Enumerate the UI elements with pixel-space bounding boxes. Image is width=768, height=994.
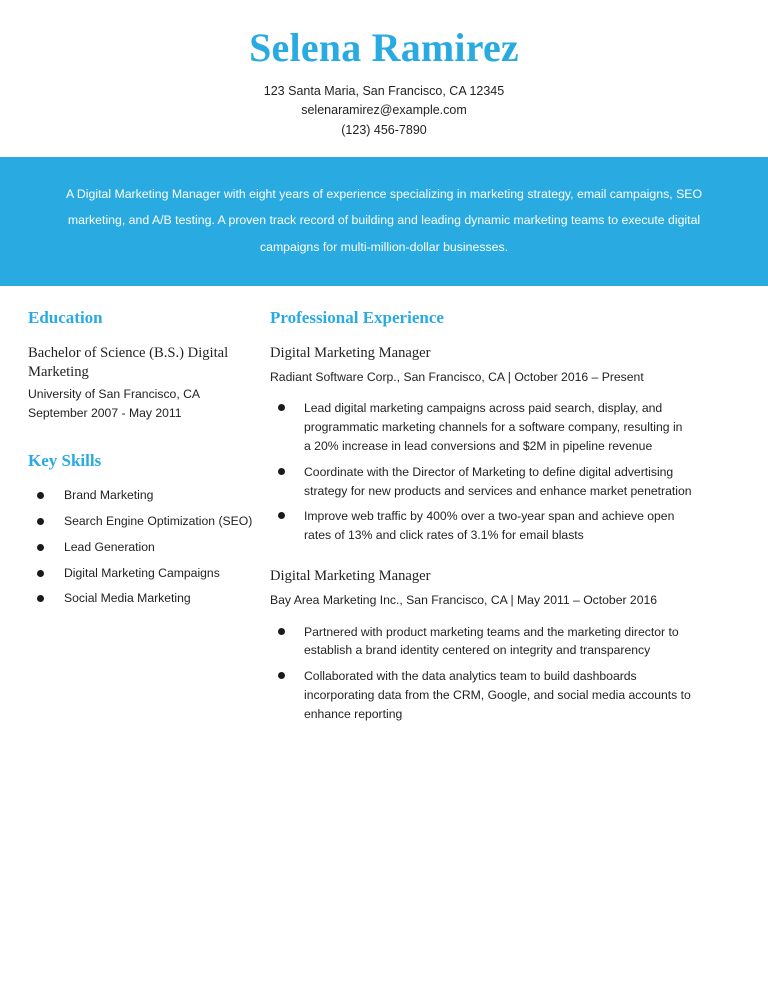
list-item: Improve web traffic by 400% over a two-year span and achieve open rates of 13% and click rates of 3.1% for email blasts bbox=[270, 507, 692, 545]
job-responsibilities-list bbox=[270, 399, 692, 545]
education-heading: Education bbox=[28, 308, 103, 328]
key-skills-heading: Key Skills bbox=[28, 451, 102, 471]
list-item: Collaborated with the data analytics team to build dashboards incorporating data from the CRM, Google, and social media accounts to enhance reporting bbox=[270, 667, 692, 724]
candidate-name: Selena Ramirez bbox=[249, 25, 519, 70]
professional-summary-text: A Digital Marketing Manager with eight years of experience specializing in marketing strategy, email campaigns, SEO marketing, and A/B testing. A proven track record of building and leading dynamic marketing teams to execute digital campaigns for multi-million-dollar businesses. bbox=[65, 186, 703, 254]
list-item: Lead digital marketing campaigns across paid search, display, and programmatic marketing channels for a software company, resulting in a 20% increase in lead conversions and $2M in pipeline revenue bbox=[270, 399, 692, 456]
contact-email[interactable]: selenaramirez@example.com bbox=[301, 103, 467, 118]
list-item: Lead Generation bbox=[28, 538, 261, 558]
job-responsibilities-list bbox=[270, 623, 692, 725]
list-item: Coordinate with the Director of Marketing to define digital advertising strategy for new products and services and enhance market penetration bbox=[270, 463, 692, 501]
resume-header bbox=[0, 0, 768, 140]
experience-heading: Professional Experience bbox=[270, 308, 444, 328]
list-item: Brand Marketing bbox=[28, 486, 261, 506]
contact-info bbox=[0, 82, 768, 140]
list-item: Digital Marketing Campaigns bbox=[28, 564, 261, 584]
experience-entry bbox=[270, 567, 692, 724]
education-dates: September 2007 - May 2011 bbox=[28, 405, 182, 420]
list-item: Partnered with product marketing teams and the marketing director to establish a brand identity centered on integrity and transparency bbox=[270, 623, 692, 661]
key-skills-section bbox=[28, 451, 261, 609]
education-school: University of San Francisco, CA bbox=[28, 387, 201, 402]
right-column bbox=[261, 308, 768, 731]
job-title: Digital Marketing Manager bbox=[270, 344, 431, 361]
list-item: Social Media Marketing bbox=[28, 589, 261, 609]
job-title: Digital Marketing Manager bbox=[270, 568, 431, 585]
key-skills-list bbox=[28, 486, 261, 609]
job-company-dates: Radiant Software Corp., San Francisco, CA | October 2016 – Present bbox=[270, 369, 644, 384]
education-details bbox=[28, 385, 261, 422]
job-company-dates: Bay Area Marketing Inc., San Francisco, CA | May 2011 – October 2016 bbox=[270, 593, 658, 608]
left-column bbox=[0, 308, 261, 615]
list-item: Search Engine Optimization (SEO) bbox=[28, 512, 261, 532]
resume-body bbox=[0, 286, 768, 731]
professional-summary-banner bbox=[0, 157, 768, 286]
contact-phone[interactable]: (123) 456-7890 bbox=[341, 122, 427, 137]
education-degree: Bachelor of Science (B.S.) Digital Marketing bbox=[28, 344, 229, 381]
education-section bbox=[28, 308, 261, 422]
experience-entry bbox=[270, 344, 692, 546]
experience-section bbox=[270, 308, 692, 724]
contact-address: 123 Santa Maria, San Francisco, CA 12345 bbox=[263, 83, 505, 98]
